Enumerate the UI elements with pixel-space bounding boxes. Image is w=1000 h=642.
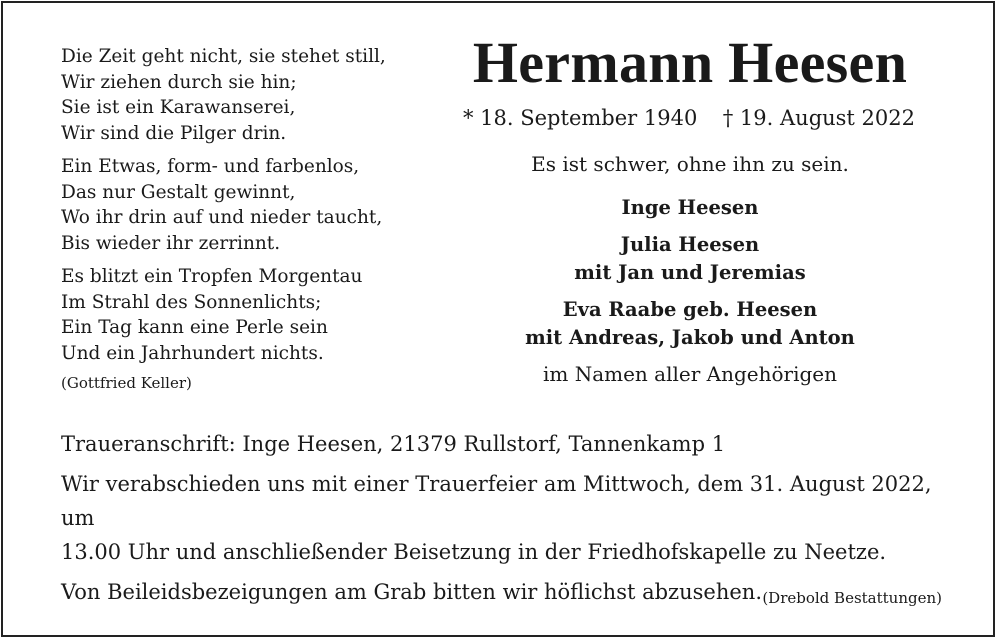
ceremony-line-2: 13.00 Uhr und anschließender Beisetzung in der Friedhofskapelle zu Neetze. bbox=[61, 540, 887, 564]
poem-line: Das nur Gestalt gewinnt, bbox=[61, 181, 296, 203]
deceased-name: Hermann Heesen bbox=[472, 30, 908, 95]
poem-line: Wir sind die Pilger drin. bbox=[61, 122, 287, 144]
undertaker-credit: (Drebold Bestattungen) bbox=[762, 589, 942, 607]
poem-stanza-2 bbox=[61, 154, 421, 256]
poem-stanza-3 bbox=[61, 264, 421, 366]
poem bbox=[61, 44, 421, 392]
mourner-1: Inge Heesen bbox=[621, 196, 759, 219]
closing-line: im Namen aller Angehörigen bbox=[542, 362, 837, 386]
condolence-request: Von Beileidsbezeigungen am Grab bitten wir höflichst abzusehen. bbox=[61, 580, 762, 604]
poem-line: Wir ziehen durch sie hin; bbox=[61, 71, 297, 93]
mourner-3: Eva Raabe geb. Heesen bbox=[562, 298, 818, 321]
motto: Es ist schwer, ohne ihn zu sein. bbox=[531, 152, 849, 176]
poem-line: Und ein Jahrhundert nichts. bbox=[61, 342, 324, 364]
poem-author: (Gottfried Keller) bbox=[61, 374, 192, 392]
poem-line: Die Zeit geht nicht, sie stehet still, bbox=[61, 46, 386, 67]
mourner-3-family: mit Andreas, Jakob und Anton bbox=[525, 326, 855, 349]
mourner-2-family: mit Jan und Jeremias bbox=[574, 261, 806, 284]
death-date: † 19. August 2022 bbox=[722, 106, 915, 130]
funeral-details bbox=[61, 427, 951, 609]
poem-stanza-1 bbox=[61, 44, 421, 146]
life-dates bbox=[445, 106, 935, 130]
ceremony-line-1: Wir verabschieden uns mit einer Trauerfeier am Mittwoch, dem 31. August 2022, um bbox=[61, 472, 932, 530]
poem-line: Ein Etwas, form- und farbenlos, bbox=[61, 156, 360, 177]
birth-date: * 18. September 1940 bbox=[463, 106, 698, 130]
poem-line: Es blitzt ein Tropfen Morgentau bbox=[61, 266, 363, 287]
poem-line: Wo ihr drin auf und nieder taucht, bbox=[61, 207, 383, 228]
poem-line: Bis wieder ihr zerrinnt. bbox=[61, 232, 281, 254]
poem-line: Sie ist ein Karawanserei, bbox=[61, 97, 296, 118]
mourner-2: Julia Heesen bbox=[620, 233, 760, 256]
announcement bbox=[445, 28, 935, 386]
poem-line: Ein Tag kann eine Perle sein bbox=[61, 317, 328, 338]
mourning-address: Traueranschrift: Inge Heesen, 21379 Rullstorf, Tannenkamp 1 bbox=[61, 432, 726, 456]
poem-line: Im Strahl des Sonnenlichts; bbox=[61, 291, 322, 313]
